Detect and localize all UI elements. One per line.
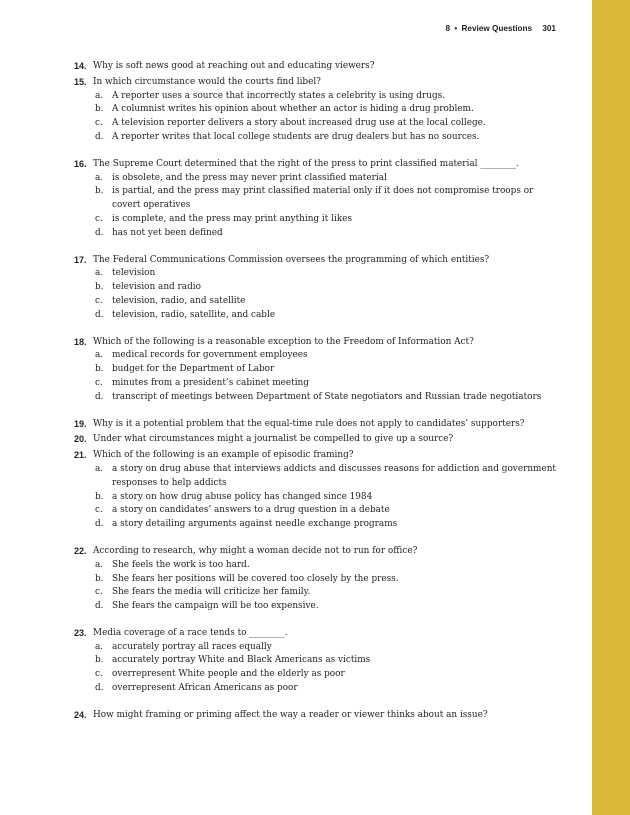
question-text: The Supreme Court determined that the right of the press to print classified material ________. <box>93 158 519 169</box>
question-stem <box>74 545 556 559</box>
answer-option <box>74 573 556 587</box>
question-text: In which circumstance would the courts find libel? <box>93 76 321 87</box>
question-block <box>74 76 556 145</box>
answer-option <box>74 281 556 295</box>
option-letter: c. <box>95 213 103 224</box>
option-text: is obsolete, and the press may never print classified material <box>112 172 387 183</box>
page-number: 301 <box>542 24 556 33</box>
option-letter: c. <box>95 377 103 388</box>
question-stem <box>74 433 556 447</box>
answer-option <box>74 267 556 281</box>
option-letter: b. <box>95 491 104 502</box>
option-letter: a. <box>95 463 104 474</box>
option-letter: a. <box>95 350 104 361</box>
question-stem <box>74 627 556 641</box>
question-number: 22. <box>74 545 87 556</box>
option-letter: d. <box>95 601 104 612</box>
answer-option <box>74 463 556 491</box>
option-letter: b. <box>95 655 104 666</box>
option-text: television, radio, and satellite <box>112 295 246 306</box>
question-number: 24. <box>74 709 87 720</box>
running-head <box>446 24 556 33</box>
option-letter: d. <box>95 309 104 320</box>
option-letter: a. <box>95 641 104 652</box>
option-letter: a. <box>95 90 104 101</box>
question-stem <box>74 709 556 723</box>
option-text: transcript of meetings between Department of State negotiators and Russian trade negotiators <box>112 391 542 402</box>
option-letter: c. <box>95 587 103 598</box>
option-letter: d. <box>95 519 104 530</box>
option-text: television <box>112 268 156 279</box>
question-text: How might framing or priming affect the way a reader or viewer thinks about an issue? <box>93 709 488 720</box>
answer-option <box>74 668 556 682</box>
question-text: Under what circumstances might a journalist be compelled to give up a source? <box>93 434 454 445</box>
option-letter: c. <box>95 118 103 129</box>
question-number: 14. <box>74 61 87 71</box>
answer-option <box>74 103 556 117</box>
option-letter: d. <box>95 131 104 142</box>
question-block <box>74 158 556 241</box>
question-stem <box>74 76 556 90</box>
question-text: According to research, why might a woman decide not to run for office? <box>93 545 418 556</box>
header-separator: • <box>454 24 458 33</box>
answer-option <box>74 600 556 614</box>
option-letter: b. <box>95 573 104 584</box>
answer-option <box>74 363 556 377</box>
option-text: accurately portray all races equally <box>112 641 272 652</box>
review-questions-list <box>74 60 556 723</box>
side-color-band <box>592 0 630 815</box>
option-letter: d. <box>95 391 104 402</box>
option-text: is partial, and the press may print classified material only if it does not compromise troops or covert operatives <box>112 186 534 211</box>
question-block <box>74 60 556 74</box>
question-block <box>74 449 556 532</box>
option-letter: c. <box>95 505 103 516</box>
answer-option <box>74 654 556 668</box>
option-text: minutes from a president’s cabinet meeting <box>112 377 309 388</box>
answer-option <box>74 491 556 505</box>
option-text: medical records for government employees <box>112 350 308 361</box>
answer-option <box>74 295 556 309</box>
question-block <box>74 433 556 447</box>
answer-option <box>74 559 556 573</box>
question-block <box>74 545 556 614</box>
option-text: A reporter uses a source that incorrectly states a celebrity is using drugs. <box>112 90 445 101</box>
option-text: She fears her positions will be covered too closely by the press. <box>112 573 399 584</box>
question-number: 18. <box>74 336 87 347</box>
answer-option <box>74 641 556 655</box>
answer-option <box>74 349 556 363</box>
question-number: 20. <box>74 434 87 445</box>
question-number: 21. <box>74 450 87 461</box>
option-text: a story on drug abuse that interviews addicts and discusses reasons for addiction and government responses to help addicts <box>112 463 556 488</box>
question-number: 23. <box>74 627 87 638</box>
option-letter: a. <box>95 268 104 279</box>
option-text: a story on how drug abuse policy has changed since 1984 <box>112 491 373 502</box>
answer-option <box>74 117 556 131</box>
option-text: accurately portray White and Black Americans as victims <box>112 655 371 666</box>
option-letter: b. <box>95 364 104 375</box>
question-number: 19. <box>74 418 87 429</box>
question-text: Why is it a potential problem that the equal-time rule does not apply to candidates’ supporters? <box>93 418 525 429</box>
question-stem <box>74 336 556 350</box>
answer-option <box>74 172 556 186</box>
answer-option <box>74 309 556 323</box>
answer-option <box>74 391 556 405</box>
option-text: is complete, and the press may print anything it likes <box>112 213 353 224</box>
question-text: Why is soft news good at reaching out and educating viewers? <box>93 61 375 71</box>
question-text: Which of the following is an example of episodic framing? <box>93 450 354 461</box>
option-letter: d. <box>95 227 104 238</box>
question-block <box>74 254 556 323</box>
question-stem <box>74 60 556 74</box>
option-letter: b. <box>95 104 104 115</box>
option-letter: b. <box>95 186 104 197</box>
answer-option <box>74 90 556 104</box>
option-text: overrepresent African Americans as poor <box>112 683 298 694</box>
option-letter: c. <box>95 669 103 680</box>
option-text: She fears the campaign will be too expensive. <box>112 601 319 612</box>
question-text: Which of the following is a reasonable exception to the Freedom of Information Act? <box>93 336 474 347</box>
section-title: Review Questions <box>461 24 533 33</box>
option-text: A television reporter delivers a story about increased drug use at the local college. <box>112 118 486 129</box>
answer-option <box>74 227 556 241</box>
option-text: overrepresent White people and the elderly as poor <box>112 669 345 680</box>
option-text: has not yet been defined <box>112 227 223 238</box>
answer-option <box>74 185 556 213</box>
question-number: 15. <box>74 76 87 87</box>
question-stem <box>74 254 556 268</box>
option-letter: d. <box>95 683 104 694</box>
option-text: She feels the work is too hard. <box>112 559 250 570</box>
question-text: Media coverage of a race tends to ________. <box>93 627 288 638</box>
answer-option <box>74 213 556 227</box>
question-stem <box>74 418 556 432</box>
option-letter: a. <box>95 559 104 570</box>
question-block <box>74 627 556 696</box>
question-block <box>74 709 556 723</box>
option-text: A columnist writes his opinion about whether an actor is hiding a drug problem. <box>112 104 474 115</box>
answer-option <box>74 504 556 518</box>
question-number: 16. <box>74 158 87 169</box>
option-text: budget for the Department of Labor <box>112 364 275 375</box>
option-text: She fears the media will criticize her family. <box>112 587 311 598</box>
option-text: television and radio <box>112 282 201 293</box>
answer-option <box>74 131 556 145</box>
option-text: a story detailing arguments against needle exchange programs <box>112 519 398 530</box>
question-stem <box>74 158 556 172</box>
option-letter: c. <box>95 295 103 306</box>
answer-option <box>74 518 556 532</box>
option-text: A reporter writes that local college students are drug dealers but has no sources. <box>112 131 480 142</box>
question-text: The Federal Communications Commission oversees the programming of which entities? <box>93 254 490 265</box>
question-stem <box>74 449 556 463</box>
option-text: a story on candidates’ answers to a drug question in a debate <box>112 505 390 516</box>
question-number: 17. <box>74 254 87 265</box>
answer-option <box>74 377 556 391</box>
option-letter: b. <box>95 282 104 293</box>
question-block <box>74 336 556 405</box>
answer-option <box>74 682 556 696</box>
question-block <box>74 418 556 432</box>
answer-option <box>74 586 556 600</box>
chapter-number: 8 <box>445 24 451 33</box>
option-letter: a. <box>95 172 104 183</box>
option-text: television, radio, satellite, and cable <box>112 309 276 320</box>
